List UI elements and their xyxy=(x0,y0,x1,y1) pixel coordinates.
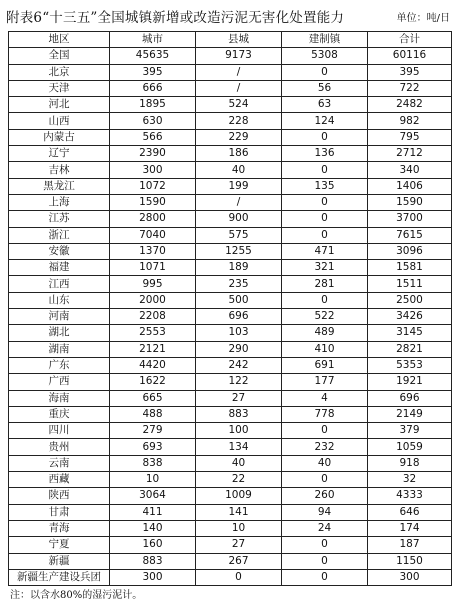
region-cell: 陕西 xyxy=(9,488,110,504)
city-cell: 838 xyxy=(110,455,196,471)
total-cell: 2712 xyxy=(368,146,452,162)
total-cell: 696 xyxy=(368,390,452,406)
total-cell: 60116 xyxy=(368,48,452,64)
region-cell: 吉林 xyxy=(9,162,110,178)
total-cell: 982 xyxy=(368,113,452,129)
county-cell: 500 xyxy=(196,292,282,308)
table-row xyxy=(9,537,452,553)
county-cell: 103 xyxy=(196,325,282,341)
city-cell: 10 xyxy=(110,472,196,488)
total-cell: 918 xyxy=(368,455,452,471)
town-cell: 4 xyxy=(282,390,368,406)
town-cell: 260 xyxy=(282,488,368,504)
table-row xyxy=(9,178,452,194)
total-cell: 32 xyxy=(368,472,452,488)
county-cell: 189 xyxy=(196,260,282,276)
total-cell: 2149 xyxy=(368,406,452,422)
city-cell: 666 xyxy=(110,80,196,96)
town-cell: 177 xyxy=(282,374,368,390)
county-cell: / xyxy=(196,64,282,80)
total-cell: 2482 xyxy=(368,97,452,113)
city-cell: 395 xyxy=(110,64,196,80)
town-cell: 232 xyxy=(282,439,368,455)
table-row xyxy=(9,227,452,243)
county-cell: 122 xyxy=(196,374,282,390)
city-cell: 1072 xyxy=(110,178,196,194)
county-cell: 10 xyxy=(196,520,282,536)
total-cell: 379 xyxy=(368,423,452,439)
town-cell: 0 xyxy=(282,569,368,585)
city-cell: 630 xyxy=(110,113,196,129)
region-cell: 黑龙江 xyxy=(9,178,110,194)
table-row xyxy=(9,553,452,569)
total-cell: 300 xyxy=(368,569,452,585)
table-row xyxy=(9,569,452,585)
town-cell: 471 xyxy=(282,243,368,259)
total-cell: 3096 xyxy=(368,243,452,259)
region-cell: 湖北 xyxy=(9,325,110,341)
title-bar xyxy=(6,4,452,26)
town-cell: 489 xyxy=(282,325,368,341)
county-cell: 575 xyxy=(196,227,282,243)
city-cell: 300 xyxy=(110,569,196,585)
table-row xyxy=(9,64,452,80)
region-cell: 新疆 xyxy=(9,553,110,569)
county-cell: 242 xyxy=(196,357,282,373)
region-cell: 广西 xyxy=(9,374,110,390)
table-row xyxy=(9,455,452,471)
city-cell: 1622 xyxy=(110,374,196,390)
town-cell: 0 xyxy=(282,129,368,145)
county-cell: 290 xyxy=(196,341,282,357)
town-cell: 0 xyxy=(282,194,368,210)
header-town: 建制镇 xyxy=(282,32,368,48)
town-cell: 778 xyxy=(282,406,368,422)
county-cell: 900 xyxy=(196,211,282,227)
region-cell: 江西 xyxy=(9,276,110,292)
region-cell: 青海 xyxy=(9,520,110,536)
county-cell: 228 xyxy=(196,113,282,129)
county-cell: 22 xyxy=(196,472,282,488)
total-cell: 646 xyxy=(368,504,452,520)
city-cell: 3064 xyxy=(110,488,196,504)
city-cell: 1590 xyxy=(110,194,196,210)
town-cell: 56 xyxy=(282,80,368,96)
town-cell: 0 xyxy=(282,423,368,439)
region-cell: 北京 xyxy=(9,64,110,80)
total-cell: 3145 xyxy=(368,325,452,341)
table-row xyxy=(9,97,452,113)
region-cell: 内蒙古 xyxy=(9,129,110,145)
table-row xyxy=(9,260,452,276)
county-cell: 186 xyxy=(196,146,282,162)
town-cell: 522 xyxy=(282,309,368,325)
county-cell: 229 xyxy=(196,129,282,145)
table-row xyxy=(9,472,452,488)
region-cell: 安徽 xyxy=(9,243,110,259)
city-cell: 665 xyxy=(110,390,196,406)
total-cell: 1581 xyxy=(368,260,452,276)
region-cell: 山东 xyxy=(9,292,110,308)
header-city: 城市 xyxy=(110,32,196,48)
total-cell: 3426 xyxy=(368,309,452,325)
county-cell: 100 xyxy=(196,423,282,439)
total-cell: 1590 xyxy=(368,194,452,210)
total-cell: 1921 xyxy=(368,374,452,390)
city-cell: 693 xyxy=(110,439,196,455)
region-cell: 江苏 xyxy=(9,211,110,227)
city-cell: 2800 xyxy=(110,211,196,227)
total-cell: 1406 xyxy=(368,178,452,194)
table-row xyxy=(9,406,452,422)
town-cell: 40 xyxy=(282,455,368,471)
region-cell: 宁夏 xyxy=(9,537,110,553)
region-cell: 天津 xyxy=(9,80,110,96)
city-cell: 566 xyxy=(110,129,196,145)
region-cell: 甘肃 xyxy=(9,504,110,520)
city-cell: 300 xyxy=(110,162,196,178)
region-cell: 河北 xyxy=(9,97,110,113)
city-cell: 883 xyxy=(110,553,196,569)
city-cell: 160 xyxy=(110,537,196,553)
total-cell: 5353 xyxy=(368,357,452,373)
total-cell: 1059 xyxy=(368,439,452,455)
region-cell: 山西 xyxy=(9,113,110,129)
city-cell: 2121 xyxy=(110,341,196,357)
town-cell: 24 xyxy=(282,520,368,536)
total-cell: 3700 xyxy=(368,211,452,227)
region-cell: 上海 xyxy=(9,194,110,210)
total-cell: 2821 xyxy=(368,341,452,357)
total-cell: 722 xyxy=(368,80,452,96)
city-cell: 2208 xyxy=(110,309,196,325)
total-cell: 4333 xyxy=(368,488,452,504)
table-row xyxy=(9,243,452,259)
region-cell: 云南 xyxy=(9,455,110,471)
table-row xyxy=(9,146,452,162)
total-cell: 1511 xyxy=(368,276,452,292)
city-cell: 2390 xyxy=(110,146,196,162)
table-row xyxy=(9,113,452,129)
total-cell: 795 xyxy=(368,129,452,145)
town-cell: 321 xyxy=(282,260,368,276)
town-cell: 0 xyxy=(282,472,368,488)
table-row xyxy=(9,80,452,96)
county-cell: 0 xyxy=(196,569,282,585)
town-cell: 63 xyxy=(282,97,368,113)
city-cell: 7040 xyxy=(110,227,196,243)
city-cell: 45635 xyxy=(110,48,196,64)
region-cell: 重庆 xyxy=(9,406,110,422)
region-cell: 浙江 xyxy=(9,227,110,243)
region-cell: 新疆生产建设兵团 xyxy=(9,569,110,585)
table-row xyxy=(9,48,452,64)
unit-label: 单位：吨/日 xyxy=(396,13,450,24)
table-row xyxy=(9,439,452,455)
county-cell: 134 xyxy=(196,439,282,455)
region-cell: 河南 xyxy=(9,309,110,325)
town-cell: 135 xyxy=(282,178,368,194)
county-cell: 524 xyxy=(196,97,282,113)
table-body xyxy=(9,48,452,586)
table-row xyxy=(9,488,452,504)
region-cell: 贵州 xyxy=(9,439,110,455)
table-row xyxy=(9,504,452,520)
county-cell: 1009 xyxy=(196,488,282,504)
city-cell: 1895 xyxy=(110,97,196,113)
city-cell: 140 xyxy=(110,520,196,536)
county-cell: 40 xyxy=(196,162,282,178)
total-cell: 187 xyxy=(368,537,452,553)
town-cell: 0 xyxy=(282,211,368,227)
region-cell: 海南 xyxy=(9,390,110,406)
table-row xyxy=(9,276,452,292)
region-cell: 福建 xyxy=(9,260,110,276)
table-row xyxy=(9,292,452,308)
region-cell: 湖南 xyxy=(9,341,110,357)
table-row xyxy=(9,162,452,178)
city-cell: 995 xyxy=(110,276,196,292)
town-cell: 0 xyxy=(282,64,368,80)
region-cell: 西藏 xyxy=(9,472,110,488)
county-cell: 1255 xyxy=(196,243,282,259)
city-cell: 1370 xyxy=(110,243,196,259)
town-cell: 0 xyxy=(282,227,368,243)
header-region: 地区 xyxy=(9,32,110,48)
total-cell: 340 xyxy=(368,162,452,178)
county-cell: 27 xyxy=(196,390,282,406)
county-cell: 696 xyxy=(196,309,282,325)
city-cell: 279 xyxy=(110,423,196,439)
page-title: 附表6“十三五”全国城镇新增或改造污泥无害化处置能力 xyxy=(6,10,345,26)
region-cell: 辽宁 xyxy=(9,146,110,162)
town-cell: 0 xyxy=(282,162,368,178)
region-cell: 全国 xyxy=(9,48,110,64)
table-row xyxy=(9,211,452,227)
table-row xyxy=(9,341,452,357)
region-cell: 广东 xyxy=(9,357,110,373)
total-cell: 1150 xyxy=(368,553,452,569)
county-cell: 235 xyxy=(196,276,282,292)
table-row xyxy=(9,374,452,390)
county-cell: / xyxy=(196,80,282,96)
county-cell: 141 xyxy=(196,504,282,520)
town-cell: 124 xyxy=(282,113,368,129)
header-county: 县城 xyxy=(196,32,282,48)
town-cell: 94 xyxy=(282,504,368,520)
town-cell: 0 xyxy=(282,537,368,553)
county-cell: 9173 xyxy=(196,48,282,64)
town-cell: 5308 xyxy=(282,48,368,64)
city-cell: 488 xyxy=(110,406,196,422)
city-cell: 1071 xyxy=(110,260,196,276)
town-cell: 136 xyxy=(282,146,368,162)
footnote: 注：以含水80%的湿污泥计。 xyxy=(10,590,143,601)
town-cell: 691 xyxy=(282,357,368,373)
header-total: 合计 xyxy=(368,32,452,48)
table-row xyxy=(9,194,452,210)
table-header-row xyxy=(9,32,452,48)
county-cell: 267 xyxy=(196,553,282,569)
region-cell: 四川 xyxy=(9,423,110,439)
city-cell: 2553 xyxy=(110,325,196,341)
county-cell: 40 xyxy=(196,455,282,471)
county-cell: 199 xyxy=(196,178,282,194)
county-cell: 27 xyxy=(196,537,282,553)
table-row xyxy=(9,520,452,536)
total-cell: 7615 xyxy=(368,227,452,243)
county-cell: 883 xyxy=(196,406,282,422)
town-cell: 281 xyxy=(282,276,368,292)
town-cell: 0 xyxy=(282,553,368,569)
table-row xyxy=(9,129,452,145)
table-row xyxy=(9,325,452,341)
county-cell: / xyxy=(196,194,282,210)
city-cell: 411 xyxy=(110,504,196,520)
table-row xyxy=(9,423,452,439)
town-cell: 410 xyxy=(282,341,368,357)
city-cell: 4420 xyxy=(110,357,196,373)
capacity-table xyxy=(8,31,452,586)
table-row xyxy=(9,357,452,373)
total-cell: 395 xyxy=(368,64,452,80)
city-cell: 2000 xyxy=(110,292,196,308)
town-cell: 0 xyxy=(282,292,368,308)
total-cell: 174 xyxy=(368,520,452,536)
table-row xyxy=(9,309,452,325)
total-cell: 2500 xyxy=(368,292,452,308)
table-row xyxy=(9,390,452,406)
